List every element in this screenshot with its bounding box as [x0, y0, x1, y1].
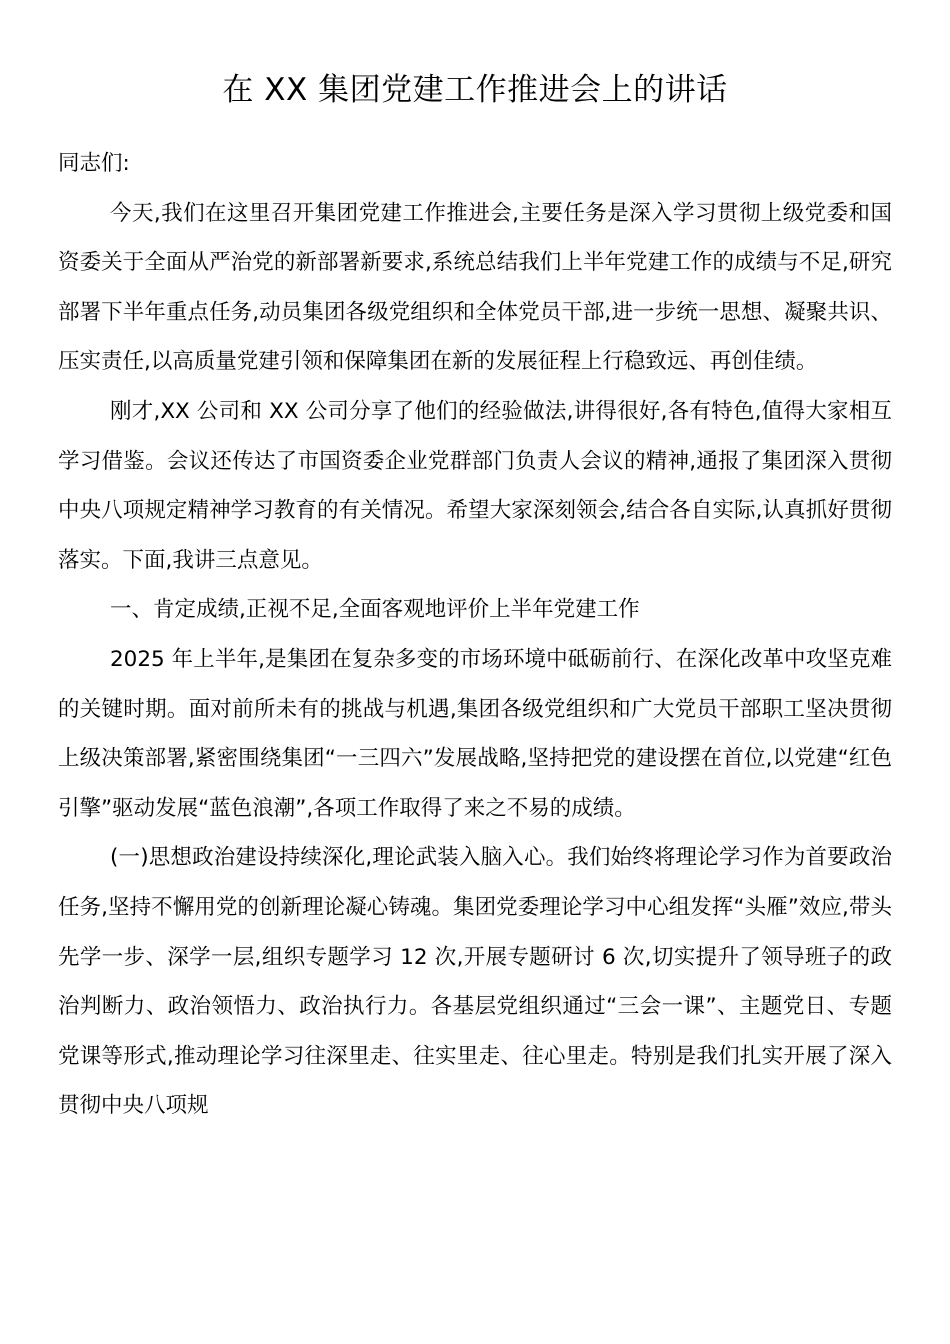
page-title: 在 XX 集团党建工作推进会上的讲话 [222, 72, 728, 108]
paragraph-opening: 今天,我们在这里召开集团党建工作推进会,主要任务是深入学习贯彻上级党委和国资委关于全面从严治党的新部署新要求,系统总结我们上半年党建工作的成绩与不足,研究部署下半年重点任务,动员集团各级党组织和全体党员干部,进一步统一思想、凝聚共识、压实责任,以高质量党建引领和保障集团在新的发展征程上行稳致远、再创佳绩。 [58, 200, 892, 375]
paragraph-review: 刚才,XX 公司和 XX 公司分享了他们的经验做法,讲得很好,各有特色,值得大家相互学习借鉴。会议还传达了市国资委企业党群部门负责人会议的精神,通报了集团深入贯彻中央八项规定精神学习教育的有关情况。希望大家深刻领会,结合各自实际,认真抓好贯彻落实。下面,我讲三点意见。 [58, 398, 892, 573]
salutation: 同志们: [58, 151, 130, 176]
paragraph-first-half-summary: 2025 年上半年,是集团在复杂多变的市场环境中砥砺前行、在深化改革中攻坚克难的关键时期。面对前所未有的挑战与机遇,集团各级党组织和广大党员干部职工坚决贯彻上级决策部署,紧密围绕集团“一三四六”发展战略,坚持把党的建设摆在首位,以党建“红色引擎”驱动发展“蓝色浪潮”,各项工作取得了来之不易的成绩。 [58, 646, 892, 821]
paragraph-ideological-building: (一)思想政治建设持续深化,理论武装入脑入心。我们始终将理论学习作为首要政治任务,坚持不懈用党的创新理论凝心铸魂。集团党委理论学习中心组发挥“头雁”效应,带头先学一步、深学一层,组织专题学习 12 次,开展专题研讨 6 次,切实提升了领导班子的政治判断力、政治领悟力、政治执行力。各基层党组织通过“三会一课”、主题党日、专题党课等形式,推动理论学习往深里走、往实里走、往心里走。特别是我们扎实开展了深入贯彻中央八项规 [58, 845, 892, 1119]
speech-body [58, 139, 892, 1131]
section-heading-one: 一、肯定成绩,正视不足,全面客观地评价上半年党建工作 [110, 597, 640, 623]
